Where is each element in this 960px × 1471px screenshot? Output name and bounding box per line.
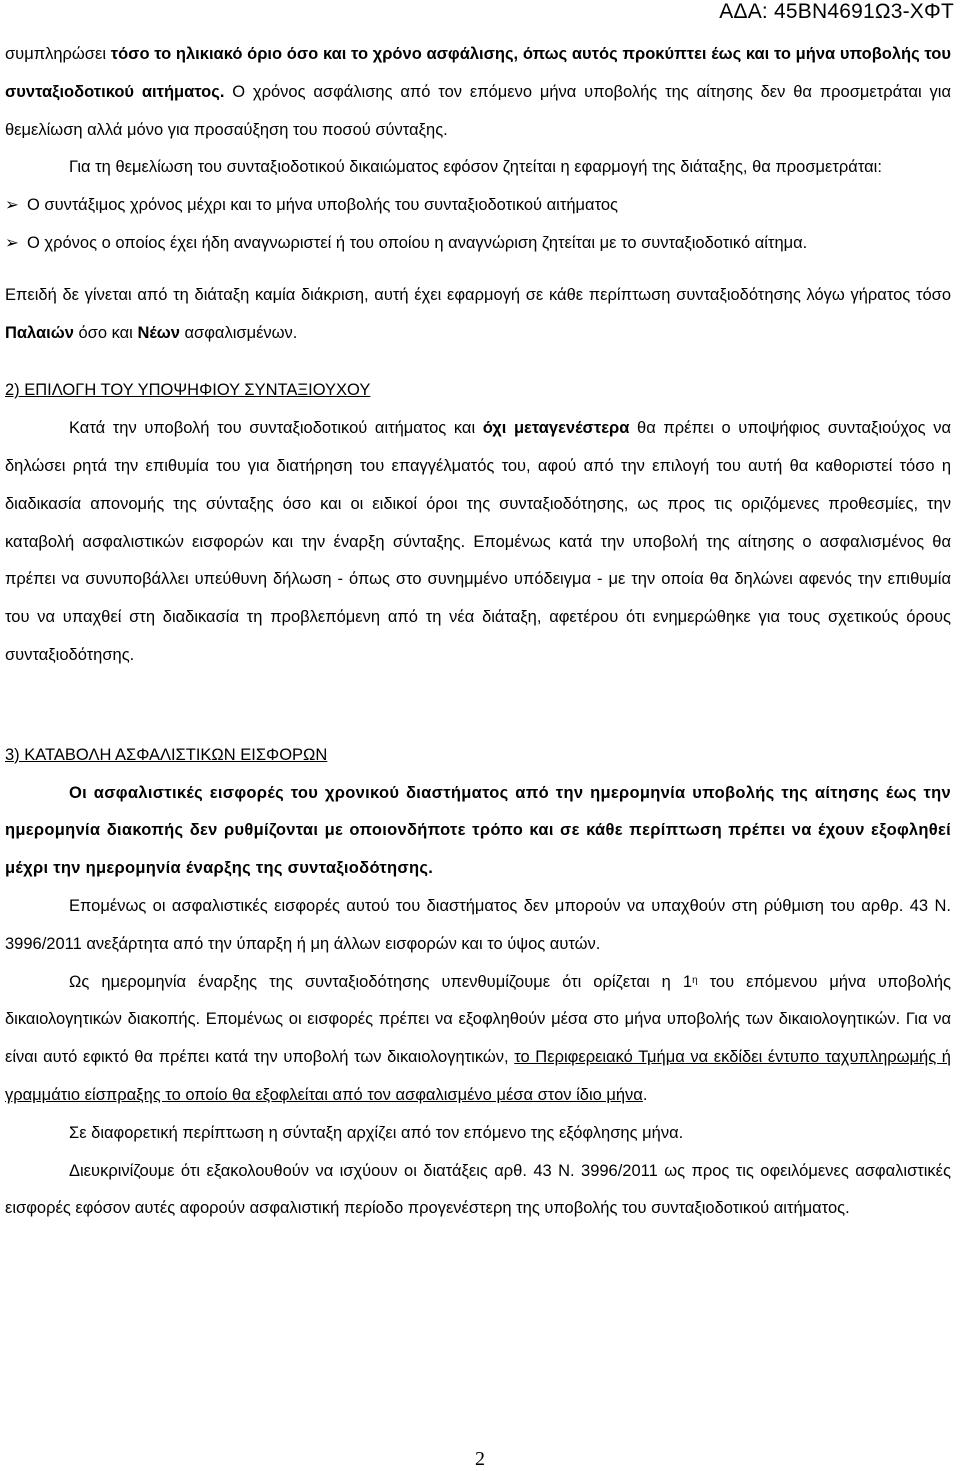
superscript: η — [692, 974, 698, 986]
text-span: ασφαλισμένων. — [179, 323, 298, 342]
arrow-bullet-icon: ➢ — [5, 196, 19, 215]
text-span: Ο χρόνος ασφάλισης από τον επόμενο μήνα υποβολής της αίτησης δεν θα προσμετράται για θεμελίωση αλλά μόνο για προσαύξηση του ποσού σύνταξης. — [5, 82, 951, 139]
bullet-text: Ο συντάξιμος χρόνος μέχρι και το μήνα υποβολής του συνταξιοδοτικού αιτήματος — [27, 196, 619, 215]
arrow-bullet-icon: ➢ — [5, 233, 19, 252]
section-3-paragraph-2: Επομένως οι ασφαλιστικές εισφορές αυτού του διαστήματος δεν μπορούν να υπαχθούν στη ρύθμιση του αρθρ. 43 Ν. 3996/2011 ανεξάρτητα από την ύπαρξη ή μη άλλων εισφορών και το ύψος αυτών. — [5, 896, 951, 953]
text-span: όσο και — [73, 323, 138, 342]
bullet-item-2 — [5, 225, 951, 263]
bold-text: Νέων — [137, 323, 180, 342]
underlined-text: το Περιφερειακό Τμήμα να εκδίδει έντυπο ταχυπληρωμής ή γραμμάτιο είσπραξης το οποίο θα εξοφλείται από τον ασφαλισμένο μέσα στον ίδιο μήνα — [5, 1048, 951, 1104]
text-span: Επειδή δε γίνεται από τη διάταξη καμία διάκριση, αυτή έχει εφαρμογή σε κάθε περίπτωση συνταξιοδότησης λόγω γήρατος τόσο — [5, 285, 951, 304]
text-span: του επόμενου μήνα υποβολής δικαιολογητικών διακοπής. Επομένως οι εισφορές πρέπει να εξοφληθούν μέσα στο μήνα υποβολής των δικαιολογητικών. Για να είναι αυτό εφικτό θα πρέπει κατά την υποβολή των δικαιολογητικών, — [5, 972, 951, 1067]
text-span: θα πρέπει ο υποψήφιος συνταξιούχος να δηλώσει ρητά την επιθυμία του για διατήρηση του επαγγέλματός του, αφού από την επιλογή του αυτή θα καθοριστεί τόσο η διαδικασία απονομής της σύνταξης όσο και οι ειδικοί όροι της συνταξιοδότησης, ως προς τις οριζόμενες προθεσμίες, την καταβολή ασφαλιστικών εισφορών και την έναρξη σύνταξης. Επομένως κατά την υποβολή της αίτησης ο ασφαλισμένος θα πρέπει να συνυποβάλλει υπεύθυνη δήλωση - όπως στο συνημμένο υπόδειγμα - με την οποία θα δηλώνει αφενός την επιθυμία του να υπαχθεί στη διαδικασία τη προβλεπόμενη από τη νέα διάταξη, αφετέρου ότι ενημερώθηκε για τους σχετικούς όρους συνταξιοδότησης. — [5, 419, 951, 664]
intro-paragraph-3 — [5, 277, 951, 353]
section-3-paragraph-3 — [5, 964, 951, 1115]
text-span: Κατά την υποβολή του συνταξιοδοτικού αιτήματος και — [69, 419, 483, 438]
document-body — [5, 36, 951, 1228]
section-2-paragraph — [5, 410, 951, 675]
bullet-item-1 — [5, 187, 951, 225]
bold-text: τόσο το ηλικιακό όριο όσο και το χρόνο ασφάλισης, όπως αυτός προκύπτει έως και το μήνα υποβολής του συνταξιοδοτικού αιτήματος. — [5, 45, 951, 101]
intro-paragraph-1 — [5, 36, 951, 149]
bold-text: Παλαιών — [5, 323, 74, 342]
intro-paragraph-2: Για τη θεμελίωση του συνταξιοδοτικού δικαιώματος εφόσον ζητείται η εφαρμογή της διάταξης, θα προσμετράται: — [69, 158, 882, 177]
text-span: συμπληρώσει — [5, 45, 111, 63]
bullet-text: Ο χρόνος ο οποίος έχει ήδη αναγνωριστεί ή του οποίου η αναγνώριση ζητείται με το συνταξιοδοτικό αίτημα. — [27, 233, 808, 252]
ada-code: ΑΔΑ: 45ΒΝ4691Ω3-ΧΦΤ — [719, 0, 954, 23]
section-3-heading: 3) ΚΑΤΑΒΟΛΗ ΑΣΦΑΛΙΣΤΙΚΩΝ ΕΙΣΦΟΡΩΝ — [5, 745, 328, 764]
section-2-heading: 2) ΕΠΙΛΟΓΗ ΤΟΥ ΥΠΟΨΗΦΙΟΥ ΣΥΝΤΑΞΙΟΥΧΟΥ — [5, 381, 371, 400]
section-3-paragraph-4: Σε διαφορετική περίπτωση η σύνταξη αρχίζει από τον επόμενο της εξόφλησης μήνα. — [69, 1123, 684, 1142]
page-number: 2 — [475, 1448, 485, 1470]
bold-text: όχι μεταγενέστερα — [482, 419, 630, 438]
section-3-bold-paragraph — [5, 775, 951, 888]
text-span: Ως ημερομηνία έναρξης της συνταξιοδότησης υπενθυμίζουμε ότι ορίζεται η 1 — [69, 972, 693, 991]
section-3-paragraph-5: Διευκρινίζουμε ότι εξακολουθούν να ισχύουν οι διατάξεις αρθ. 43 Ν. 3996/2011 ως προς τις οφειλόμενες ασφαλιστικές εισφορές εφόσον αυτές αφορούν ασφαλιστική περίοδο προγενέστερη της υποβολής του συνταξιοδοτικού αιτήματος. — [5, 1161, 951, 1218]
text-span: . — [642, 1085, 648, 1104]
bold-text: Οι ασφαλιστικές εισφορές του χρονικού διαστήματος από την ημερομηνία υποβολής της αίτησης έως την ημερομηνία διακοπής δεν ρυθμίζονται με οποιονδήποτε τρόπο και σε κάθε περίπτωση πρέπει να έχουν εξοφληθεί μέχρι την ημερομηνία έναρξης της συνταξιοδότησης. — [5, 783, 951, 878]
